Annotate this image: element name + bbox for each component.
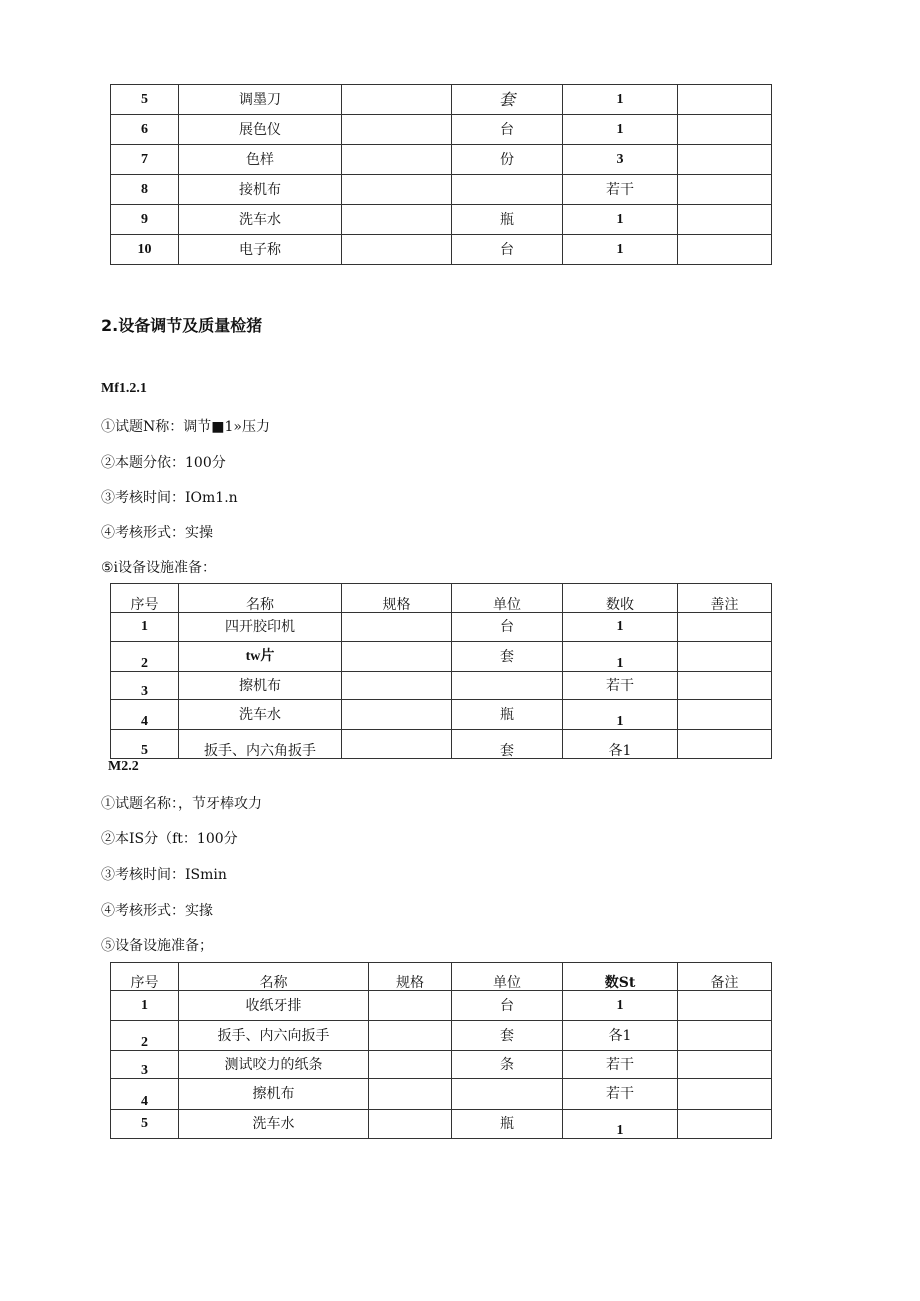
col-header-name: 名称 bbox=[179, 584, 342, 613]
item-note bbox=[678, 642, 772, 672]
item-note bbox=[678, 115, 772, 145]
table-row bbox=[111, 991, 772, 1021]
row-number: 5 bbox=[111, 730, 179, 759]
col-header-no: 序号 bbox=[111, 584, 179, 613]
task-form-line: ④考核形式：实操 bbox=[101, 525, 213, 541]
item-note bbox=[678, 145, 772, 175]
item-qty: 1 bbox=[563, 85, 678, 115]
col-header-no: 序号 bbox=[111, 963, 179, 991]
item-unit bbox=[452, 672, 563, 700]
col-header-spec: 规格 bbox=[369, 963, 452, 991]
item-unit bbox=[452, 1079, 563, 1110]
task-time-line: ③考核时间：IOm1.n bbox=[101, 490, 238, 506]
item-note bbox=[678, 1021, 772, 1051]
item-qty: 1 bbox=[563, 613, 678, 642]
item-name: tw片 bbox=[179, 642, 342, 672]
item-spec bbox=[342, 205, 452, 235]
item-note bbox=[678, 205, 772, 235]
item-spec bbox=[369, 991, 452, 1021]
row-number: 2 bbox=[111, 1021, 179, 1051]
table-row bbox=[111, 85, 772, 115]
item-name: 扳手、内六向扳手 bbox=[179, 1021, 369, 1051]
item-unit: 条 bbox=[452, 1051, 563, 1079]
item-note bbox=[678, 235, 772, 265]
col-header-name: 名称 bbox=[179, 963, 369, 991]
item-name: 扳手、内六角扳手 bbox=[179, 730, 342, 759]
task-equipment-line: ⑤i设备设施准备： bbox=[101, 560, 217, 576]
item-qty: 1 bbox=[563, 115, 678, 145]
item-name: 四开胶印机 bbox=[179, 613, 342, 642]
item-note bbox=[678, 700, 772, 730]
row-number: 10 bbox=[111, 235, 179, 265]
item-name: 擦机布 bbox=[179, 672, 342, 700]
item-unit: 台 bbox=[452, 991, 563, 1021]
item-unit: 台 bbox=[452, 235, 563, 265]
item-name: 洗车水 bbox=[179, 700, 342, 730]
item-name: 调墨刀 bbox=[179, 85, 342, 115]
col-header-qty: 数St bbox=[563, 963, 678, 991]
row-number: 3 bbox=[111, 672, 179, 700]
item-spec bbox=[369, 1021, 452, 1051]
table-header-row bbox=[111, 963, 772, 991]
item-name: 擦机布 bbox=[179, 1079, 369, 1110]
item-unit: 台 bbox=[452, 613, 563, 642]
item-name: 测试咬力的纸条 bbox=[179, 1051, 369, 1079]
table-row bbox=[111, 205, 772, 235]
item-unit: 瓶 bbox=[452, 700, 563, 730]
col-header-unit: 单位 bbox=[452, 963, 563, 991]
equipment-table-3 bbox=[110, 962, 772, 1139]
row-number: 6 bbox=[111, 115, 179, 145]
col-header-spec: 规格 bbox=[342, 584, 452, 613]
row-number: 4 bbox=[111, 700, 179, 730]
task-title-line: ①试题名称：，节牙棒攻力 bbox=[101, 796, 262, 812]
item-spec bbox=[369, 1110, 452, 1139]
item-spec bbox=[342, 115, 452, 145]
item-note bbox=[678, 1079, 772, 1110]
col-header-note: 备注 bbox=[678, 963, 772, 991]
item-spec bbox=[342, 672, 452, 700]
item-spec bbox=[342, 175, 452, 205]
task-title-line: ①试题N称：调节■1»压力 bbox=[101, 419, 270, 435]
item-unit: 瓶 bbox=[452, 205, 563, 235]
table-row bbox=[111, 115, 772, 145]
item-qty: 3 bbox=[563, 145, 678, 175]
row-number: 1 bbox=[111, 613, 179, 642]
task-equipment-line: ⑤设备设施准备； bbox=[101, 938, 213, 954]
item-qty: 各1 bbox=[563, 1021, 678, 1051]
item-qty: 1 bbox=[563, 642, 678, 672]
task-code: M2.2 bbox=[108, 759, 139, 774]
task-code: Mf1.2.1 bbox=[101, 381, 147, 396]
item-unit: 套 bbox=[452, 730, 563, 759]
item-qty: 各1 bbox=[563, 730, 678, 759]
item-note bbox=[678, 85, 772, 115]
table-row bbox=[111, 235, 772, 265]
item-unit: 瓶 bbox=[452, 1110, 563, 1139]
item-spec bbox=[342, 730, 452, 759]
item-unit bbox=[452, 175, 563, 205]
table-row bbox=[111, 1021, 772, 1051]
item-note bbox=[678, 730, 772, 759]
task-score-line: ②本IS分（ft：100分 bbox=[101, 831, 238, 847]
table-row bbox=[111, 1079, 772, 1110]
item-name: 洗车水 bbox=[179, 205, 342, 235]
item-qty: 若干 bbox=[563, 175, 678, 205]
item-note bbox=[678, 613, 772, 642]
item-spec bbox=[342, 235, 452, 265]
item-spec bbox=[369, 1079, 452, 1110]
col-header-qty: 数收 bbox=[563, 584, 678, 613]
table-row bbox=[111, 700, 772, 730]
item-spec bbox=[342, 85, 452, 115]
row-number: 5 bbox=[111, 85, 179, 115]
item-name: 收纸牙排 bbox=[179, 991, 369, 1021]
table-row bbox=[111, 145, 772, 175]
row-number: 1 bbox=[111, 991, 179, 1021]
item-note bbox=[678, 672, 772, 700]
item-spec bbox=[342, 145, 452, 175]
item-note bbox=[678, 991, 772, 1021]
equipment-table-1 bbox=[110, 84, 772, 265]
table-row bbox=[111, 613, 772, 642]
item-unit: 套 bbox=[452, 85, 563, 115]
task-form-line: ④考核形式：实掾 bbox=[101, 903, 213, 919]
equipment-table-2 bbox=[110, 583, 772, 759]
row-number: 9 bbox=[111, 205, 179, 235]
item-name: 电子称 bbox=[179, 235, 342, 265]
item-spec bbox=[342, 700, 452, 730]
row-number: 8 bbox=[111, 175, 179, 205]
item-name: 洗车水 bbox=[179, 1110, 369, 1139]
col-header-note: 善注 bbox=[678, 584, 772, 613]
item-qty: 1 bbox=[563, 700, 678, 730]
row-number: 4 bbox=[111, 1079, 179, 1110]
item-spec bbox=[342, 613, 452, 642]
item-qty: 1 bbox=[563, 991, 678, 1021]
item-name: 色样 bbox=[179, 145, 342, 175]
item-qty: 1 bbox=[563, 235, 678, 265]
item-qty: 若干 bbox=[563, 1079, 678, 1110]
item-spec bbox=[369, 1051, 452, 1079]
item-spec bbox=[342, 642, 452, 672]
row-number: 5 bbox=[111, 1110, 179, 1139]
table-row bbox=[111, 1051, 772, 1079]
item-qty: 1 bbox=[563, 205, 678, 235]
task-score-line: ②本题分依：100分 bbox=[101, 455, 226, 471]
row-number: 3 bbox=[111, 1051, 179, 1079]
item-unit: 套 bbox=[452, 1021, 563, 1051]
item-qty: 若干 bbox=[563, 1051, 678, 1079]
item-note bbox=[678, 175, 772, 205]
item-qty: 1 bbox=[563, 1110, 678, 1139]
item-name: 接机布 bbox=[179, 175, 342, 205]
item-note bbox=[678, 1110, 772, 1139]
table-row bbox=[111, 672, 772, 700]
item-qty: 若干 bbox=[563, 672, 678, 700]
item-unit: 台 bbox=[452, 115, 563, 145]
item-unit: 份 bbox=[452, 145, 563, 175]
table-row bbox=[111, 730, 772, 759]
table-row bbox=[111, 175, 772, 205]
table-row bbox=[111, 1110, 772, 1139]
table-row bbox=[111, 642, 772, 672]
task-time-line: ③考核时间：ISmin bbox=[101, 867, 227, 883]
section-title: 2.设备调节及质量检猪 bbox=[101, 316, 263, 335]
item-name: 展色仪 bbox=[179, 115, 342, 145]
row-number: 7 bbox=[111, 145, 179, 175]
row-number: 2 bbox=[111, 642, 179, 672]
item-unit: 套 bbox=[452, 642, 563, 672]
col-header-unit: 单位 bbox=[452, 584, 563, 613]
item-note bbox=[678, 1051, 772, 1079]
table-header-row bbox=[111, 584, 772, 613]
